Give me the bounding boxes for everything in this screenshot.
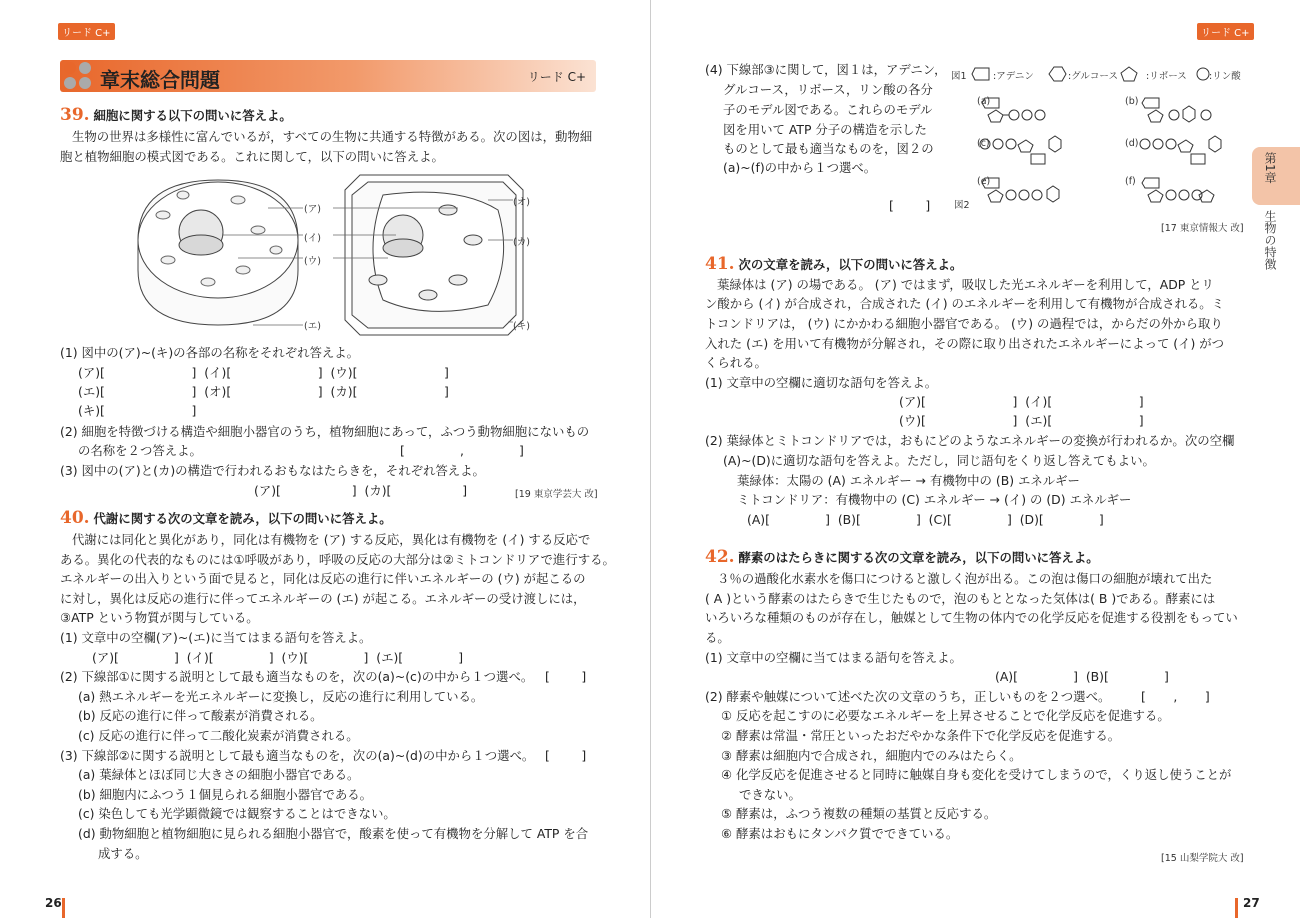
level-tag: リード C+: [1197, 23, 1254, 40]
q40-text: エネルギーの出入りという面で見ると，同化は反応の進行に伴いエネルギーの (ウ) が起こるの: [60, 571, 586, 586]
option: ① 反応を起こすのに必要なエネルギーを上昇させることで化学反応を促進する。: [721, 708, 1170, 723]
option: (c) 反応の進行に伴って二酸化炭素が消費される。: [78, 728, 359, 743]
level-tag: リード C+: [58, 23, 115, 40]
answer-field[interactable]: (ウ)[ ] (エ)[ ]: [899, 413, 1144, 428]
answer-field[interactable]: [ ]: [889, 198, 931, 213]
page-marker: [62, 898, 65, 918]
label-ka: (カ): [513, 237, 530, 248]
answer-field[interactable]: (エ)[ ] (オ)[ ] (カ)[ ]: [78, 384, 449, 399]
answer-field[interactable]: (A)[ ] (B)[ ]: [995, 669, 1169, 684]
q40-s4: (a)~(f)の中から１つ選べ。: [723, 160, 877, 175]
answer-field[interactable]: (キ)[ ]: [78, 403, 197, 418]
banner-subtitle: リード C+: [527, 70, 586, 84]
legend-item: :アデニン: [993, 71, 1034, 82]
q42-s2: (2) 酵素や触媒について述べた次の文章のうち，正しいものを２つ選べ。: [705, 689, 1111, 704]
page-number: 27: [1243, 896, 1260, 910]
source-note: [17 東京情報大 改]: [1161, 223, 1244, 234]
q42-s1: (1) 文章中の空欄に当てはまる語句を答えよ。: [705, 650, 962, 665]
label-o: (オ): [513, 197, 530, 208]
q42-text: る。: [705, 630, 730, 645]
option: (b) 反応の進行に伴って酸素が消費される。: [78, 708, 323, 723]
option: ⑥ 酵素はおもにタンパク質でできている。: [721, 826, 959, 841]
source-note: [15 山梨学院大 改]: [1161, 853, 1244, 864]
q41-text: ン酸から (イ) が合成され，合成された (イ) のエネルギーを利用して有機物が合成される。ミ: [705, 296, 1225, 311]
chapter-subtitle: 生物の特徴: [1263, 210, 1277, 270]
answer-field[interactable]: [ , ]: [1141, 689, 1210, 704]
option: 成する。: [98, 846, 148, 861]
option: (a) 葉緑体とほぼ同じ大きさの細胞小器官である。: [78, 767, 360, 782]
q40-text: ③ATP という物質が関与している。: [60, 610, 259, 625]
label-ki: (キ): [513, 321, 530, 332]
option: ⑤ 酵素は，ふつう複数の種類の基質と反応する。: [721, 806, 997, 821]
molecule-options-diagram: [971, 92, 1251, 212]
q41-s2: (2) 葉緑体とミトコンドリアでは，おもにどのようなエネルギーの変換が行われるか。次の空欄: [705, 433, 1235, 448]
option: ③ 酵素は細胞内で合成され，細胞内でのみはたらく。: [721, 748, 1022, 763]
q39-s2: (2) 細胞を特徴づける構造や細胞小器官のうち，植物細胞にあって，ふつう動物細胞にないもの: [60, 424, 590, 439]
option-label: (c): [977, 138, 990, 149]
option: (d) 動物細胞と植物細胞に見られる細胞小器官で，酸素を使って有機物を分解して ATP を合: [78, 826, 589, 841]
q40-s4: 子のモデル図である。これらのモデル: [723, 102, 933, 117]
option: できない。: [739, 787, 801, 802]
source-note: [19 東京学芸大 改]: [515, 489, 598, 500]
answer-field[interactable]: [ , ]: [400, 443, 524, 458]
label-e: (エ): [304, 321, 321, 332]
q41-text: 葉緑体は (ア) の場である。 (ア) ではまず，吸収した光エネルギーを利用して，ADP とリ: [717, 277, 1214, 292]
q41-text: くられる。: [705, 355, 767, 370]
q41-line: 葉緑体：太陽の (A) エネルギー → 有機物中の (B) エネルギー: [737, 473, 1080, 488]
q41-heading: 41. 次の文章を読み，以下の問いに答えよ。: [705, 254, 963, 274]
page-marker: [1235, 898, 1238, 918]
answer-field[interactable]: [ ]: [545, 669, 587, 684]
option: (a) 熱エネルギーを光エネルギーに変換し，反応の進行に利用している。: [78, 689, 484, 704]
q41-line: ミトコンドリア：有機物中の (C) エネルギー → (イ) の (D) エネルギー: [737, 492, 1132, 507]
figure-label: 図1: [951, 71, 967, 82]
answer-field[interactable]: (A)[ ] (B)[ ] (C)[ ] (D)[ ]: [747, 512, 1104, 527]
q39-heading: 39. 細胞に関する以下の問いに答えよ。: [60, 105, 292, 125]
label-i: (イ): [304, 233, 321, 244]
q40-s4: 図を用いて ATP 分子の構造を示した: [723, 122, 927, 137]
label-a: (ア): [304, 204, 321, 215]
q40-text: に対し，異化は反応の進行に伴ってエネルギーの (エ) が起こる。エネルギーの受け渡しには，: [60, 591, 586, 606]
option: (c) 染色しても光学顕微鏡では観察することはできない。: [78, 806, 396, 821]
q39-s2: の名称を２つ答えよ。: [78, 443, 202, 458]
chapter-tab-label: 第1章: [1263, 152, 1277, 184]
q41-s2: (A)~(D)に適切な語句を答えよ。ただし，同じ語句をくり返し答えてもよい。: [723, 453, 1155, 468]
figure-label: 図2: [954, 200, 970, 211]
legend-item: :グルコース: [1068, 71, 1118, 82]
option-label: (a): [977, 96, 991, 107]
q42-text: ３％の過酸化水素水を傷口につけると激しく泡が出る。この泡は傷口の細胞が壊れて出た: [717, 571, 1213, 586]
q42-text: ( A )という酵素のはたらきで生じたもので，泡のもととなった気体は( B )である。酵素には: [705, 591, 1216, 606]
answer-field[interactable]: (ア)[ ] (イ)[ ] (ウ)[ ] (エ)[ ]: [92, 650, 464, 665]
q40-s4: (4) 下線部③に関して，図１は，アデニン，: [705, 62, 947, 77]
chapter-banner: [60, 60, 596, 92]
page-number: 26: [45, 896, 62, 910]
option-label: (e): [977, 176, 991, 187]
label-u: (ウ): [304, 256, 321, 267]
answer-field[interactable]: (ア)[ ] (イ)[ ] (ウ)[ ]: [78, 365, 449, 380]
option-label: (b): [1125, 96, 1139, 107]
q42-heading: 42. 酵素のはたらきに関する次の文章を読み，以下の問いに答えよ。: [705, 547, 1099, 567]
q40-s4: ものとして最も適当なものを，図２の: [723, 141, 934, 156]
q39-intro: 胞と植物細胞の模式図である。これに関して，以下の問いに答えよ。: [60, 149, 444, 164]
right-page: [651, 0, 1300, 918]
option: ② 酵素は常温・常圧といったおだやかな条件下で化学反応を促進する。: [721, 728, 1121, 743]
answer-field[interactable]: [ ]: [545, 748, 587, 763]
option: (b) 細胞内にふつう１個見られる細胞小器官である。: [78, 787, 373, 802]
q40-s2: (2) 下線部①に関する説明として最も適当なものを，次の(a)~(c)の中から１つ選べ。: [60, 669, 534, 684]
q40-s3: (3) 下線部②に関する説明として最も適当なものを，次の(a)~(d)の中から１つ選べ。: [60, 748, 535, 763]
banner-title: 章末総合問題: [100, 68, 220, 92]
q41-s1: (1) 文章中の空欄に適切な語句を答えよ。: [705, 375, 938, 390]
q39-s1: (1) 図中の(ア)~(キ)の各部の名称をそれぞれ答えよ。: [60, 345, 360, 360]
option: ④ 化学反応を促進させると同時に触媒自身も変化を受けてしまうので，くり返し使うことが: [721, 767, 1232, 782]
q41-text: トコンドリアは， (ウ) にかかわる細胞小器官である。 (ウ) の過程では，からだの外から取り: [705, 316, 1223, 331]
legend-item: :リボース: [1146, 71, 1187, 82]
q40-heading: 40. 代謝に関する次の文章を読み，以下の問いに答えよ。: [60, 508, 392, 528]
q40-s1: (1) 文章中の空欄(ア)~(エ)に当てはまる語句を答えよ。: [60, 630, 372, 645]
q40-text: 代謝には同化と異化があり，同化は有機物を (ア) する反応，異化は有機物を (イ) する反応で: [72, 532, 591, 547]
option-label: (d): [1125, 138, 1139, 149]
q39-intro: 生物の世界は多様性に富んでいるが，すべての生物に共通する特徴がある。次の図は，動物細: [72, 129, 593, 144]
q40-s4: グルコース，リボース，リン酸の各分: [723, 82, 933, 97]
q42-text: いろいろな種類のものが存在し，触媒として生物の体内での化学反応を促進する役割をもってい: [705, 610, 1238, 625]
option-label: (f): [1125, 176, 1136, 187]
q39-s3: (3) 図中の(ア)と(カ)の構造で行われるおもなはたらきを，それぞれ答えよ。: [60, 463, 485, 478]
dots-icon: [64, 62, 94, 92]
q40-text: ある。異化の代表的なものには①呼吸があり，呼吸の反応の大部分は②ミトコンドリアで進行する。: [60, 552, 615, 567]
answer-field[interactable]: (ア)[ ] (カ)[ ]: [254, 483, 468, 498]
answer-field[interactable]: (ア)[ ] (イ)[ ]: [899, 394, 1144, 409]
q41-text: 入れた (エ) を用いて有機物が分解され，その際に取り出されたエネルギーによって (イ) がつ: [705, 336, 1225, 351]
legend-item: :リン酸: [1209, 71, 1241, 82]
cell-diagram: [128, 170, 548, 338]
